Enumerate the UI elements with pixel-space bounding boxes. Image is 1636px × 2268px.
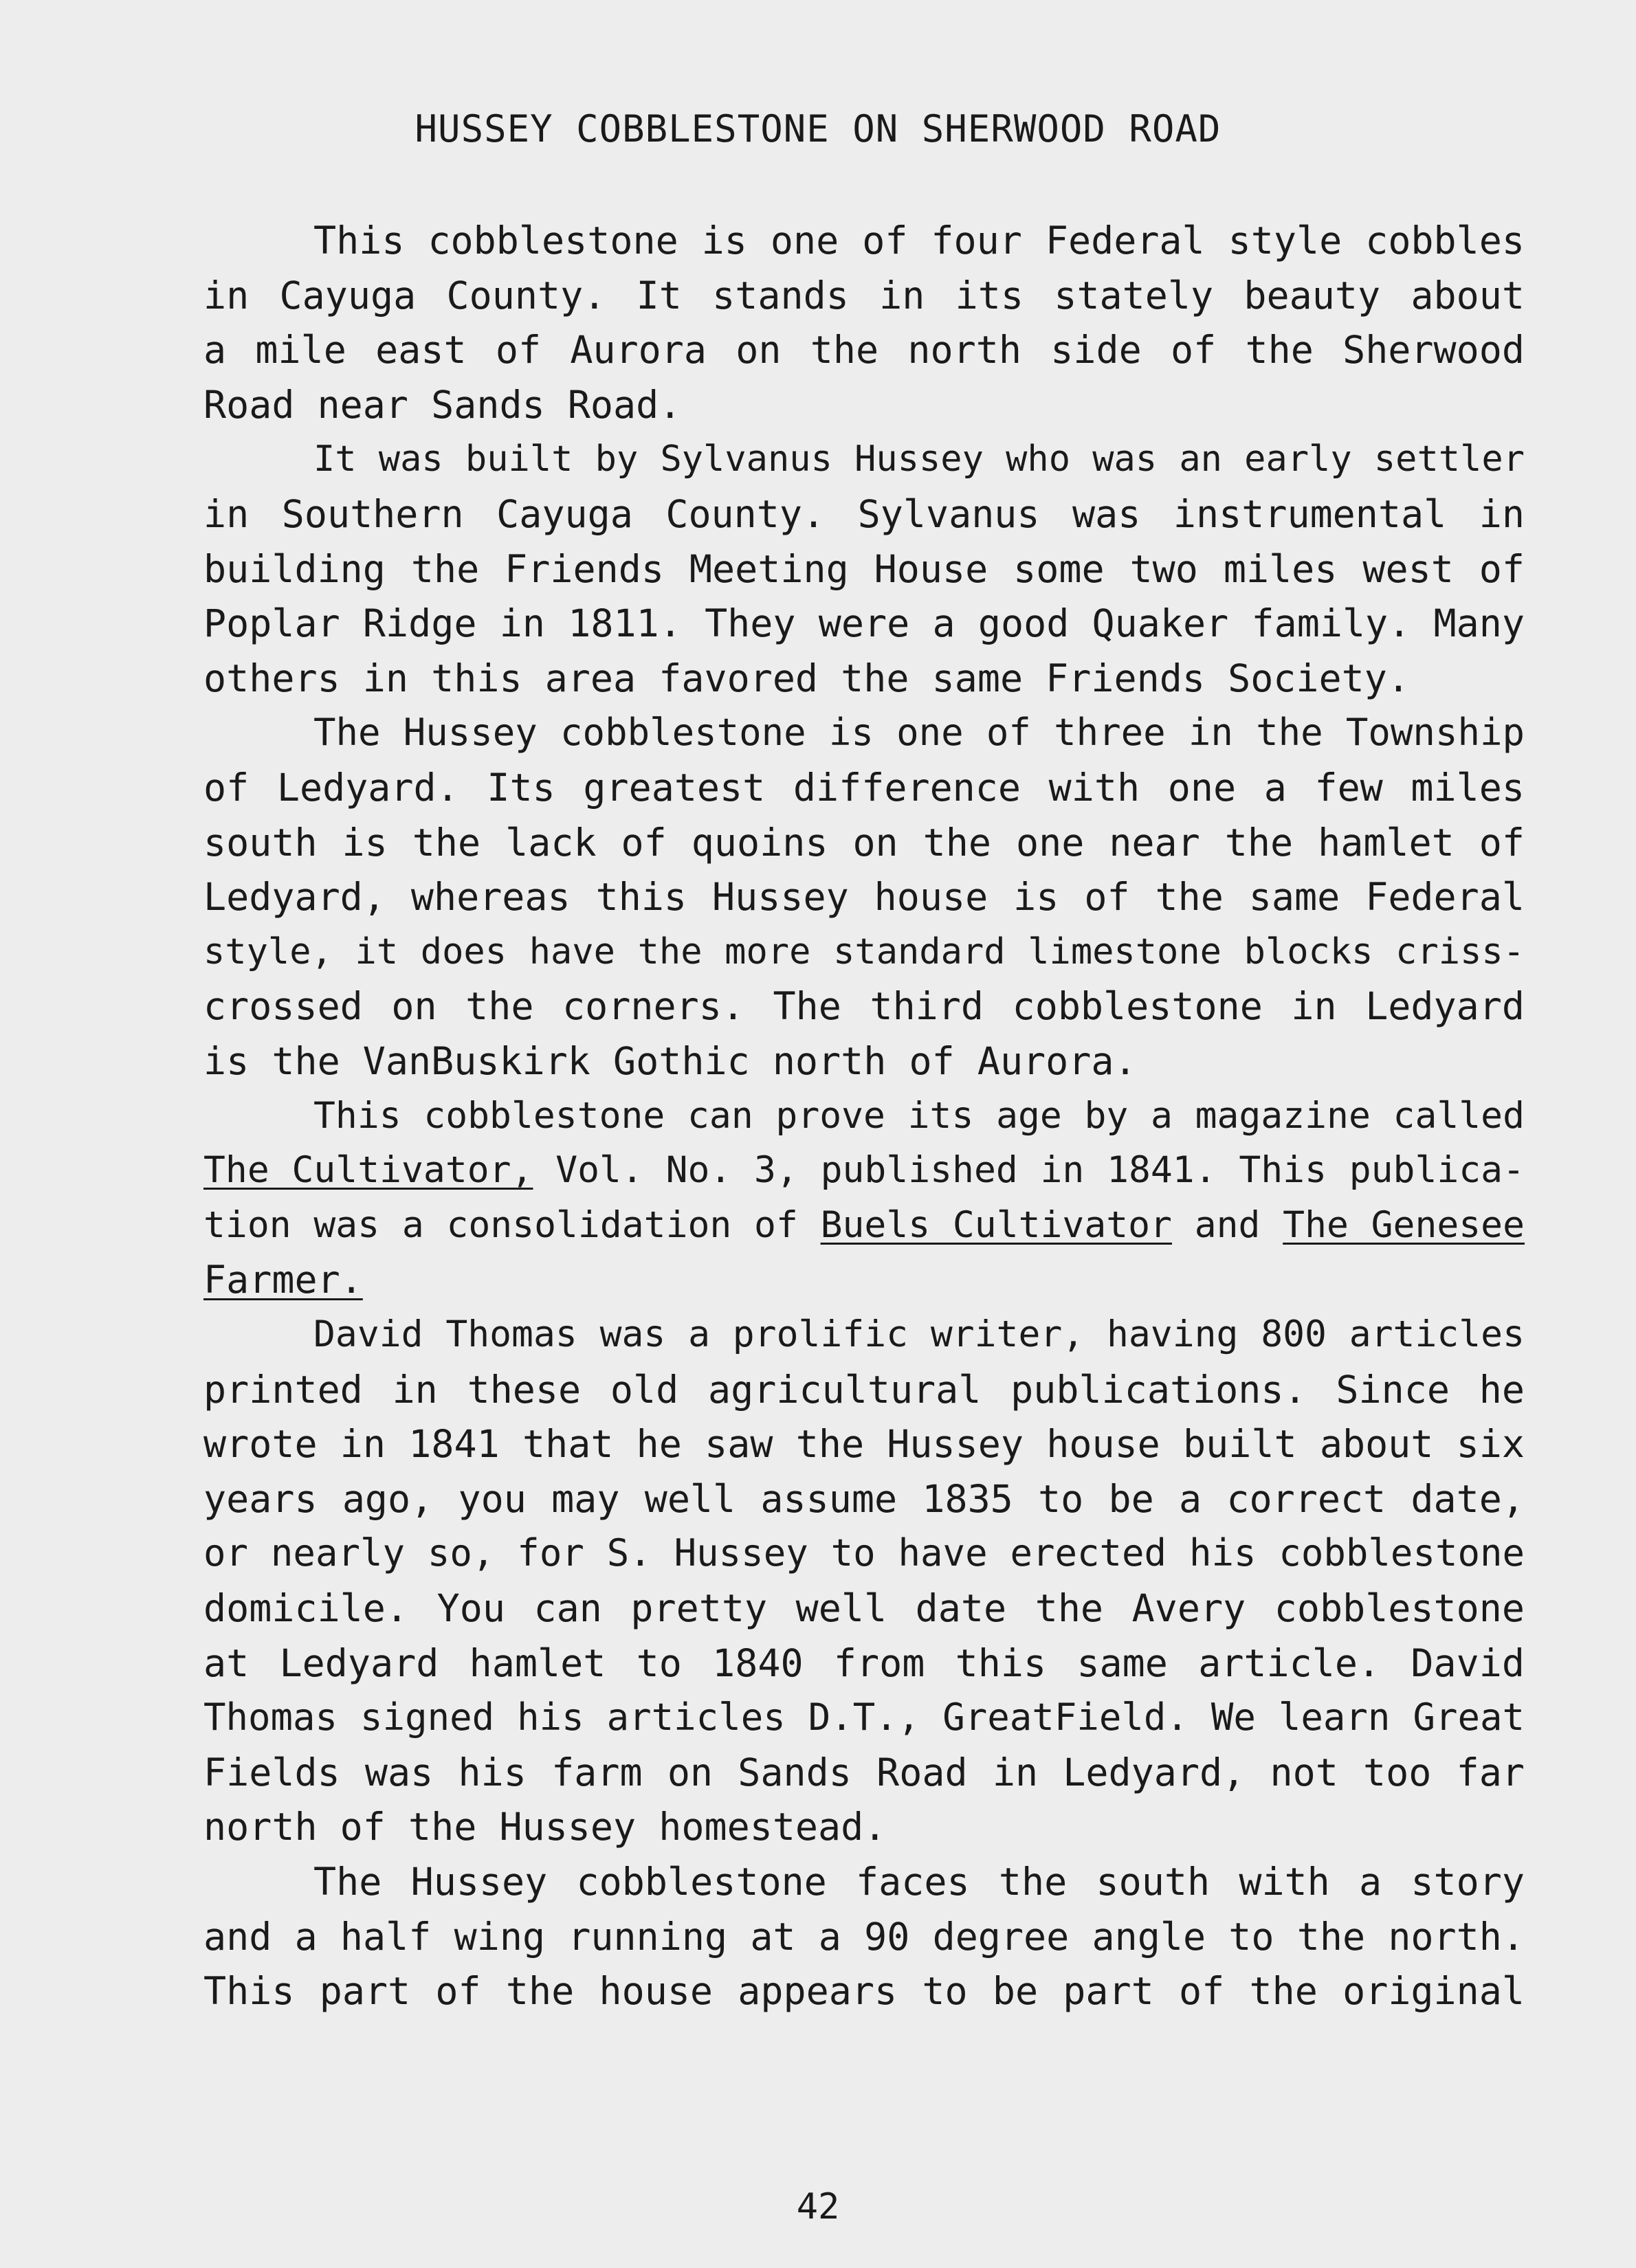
body-line: printed in these old agricultural publications. Since he [203,1368,1525,1412]
body-line: in Cayuga County. It stands in its stately beauty about [203,274,1525,318]
body-line: crossed on the corners. The third cobblestone in Ledyard [203,984,1525,1028]
underlined-title: The Genesee [1283,1204,1525,1246]
body-line: The Hussey cobblestone is one of three in the Township [313,711,1525,754]
body-line: Fields was his farm on Sands Road in Ledyard, not too far [203,1750,1525,1794]
body-line: of Ledyard. Its greatest difference with one a few miles [203,766,1525,810]
line-text: tion was a consolidation of [203,1204,821,1246]
body-line: Ledyard, whereas this Hussey house is of the same Federal [203,875,1525,919]
body-line: is the VanBuskirk Gothic north of Aurora. [203,1039,1137,1083]
line-text: and [1171,1204,1283,1246]
body-line: It was built by Sylvanus Hussey who was an early settler [313,438,1525,480]
body-line: north of the Hussey homestead. [203,1805,887,1849]
body-line: a mile east of Aurora on the north side of the Sherwood [203,328,1525,372]
body-line: style, it does have the more standard limestone blocks criss- [203,931,1525,972]
body-line: or nearly so, for S. Hussey to have erected his cobblestone [203,1531,1525,1575]
body-line: The Hussey cobblestone faces the south with a story [313,1860,1525,1904]
body-line: others in this area favored the same Friends Society. [203,656,1410,700]
body-line: and a half wing running at a 90 degree angle to the north. [203,1915,1525,1959]
body-line: This cobblestone is one of four Federal style cobbles [313,219,1525,263]
line-text: Vol. No. 3, published in 1841. This publica- [533,1149,1525,1191]
underlined-title: Buels Cultivator [820,1204,1172,1246]
body-line: domicile. You can pretty well date the Avery cobblestone [203,1586,1525,1630]
body-line: at Ledyard hamlet to 1840 from this same article. David [203,1641,1525,1685]
body-line: Thomas signed his articles D.T., GreatField. We learn Great [203,1696,1525,1739]
body-line: south is the lack of quoins on the one near the hamlet of [203,821,1525,865]
underlined-title: Farmer. [203,1258,363,1302]
body-line: wrote in 1841 that he saw the Hussey house built about six [203,1422,1525,1466]
page-title: HUSSEY COBBLESTONE ON SHERWOOD ROAD [414,107,1222,151]
body-line: David Thomas was a prolific writer, having 800 articles [313,1313,1525,1355]
body-line: Poplar Ridge in 1811. They were a good Quaker family. Many [203,601,1525,645]
page-number: 42 [796,2186,840,2227]
body-line: in Southern Cayuga County. Sylvanus was instrumental in [203,492,1525,536]
body-line: This part of the house appears to be part of the original [203,1969,1525,2013]
underlined-title: The Cultivator, [203,1149,533,1191]
body-line: years ago, you may well assume 1835 to be a correct date, [203,1477,1525,1521]
body-line [203,1143,1525,1198]
body-line: Road near Sands Road. [203,383,682,427]
body-line: building the Friends Meeting House some two miles west of [203,547,1525,591]
body-line [203,1198,1525,1253]
body-line [203,1252,1525,1307]
body-line: This cobblestone can prove its age by a magazine called [313,1095,1525,1137]
